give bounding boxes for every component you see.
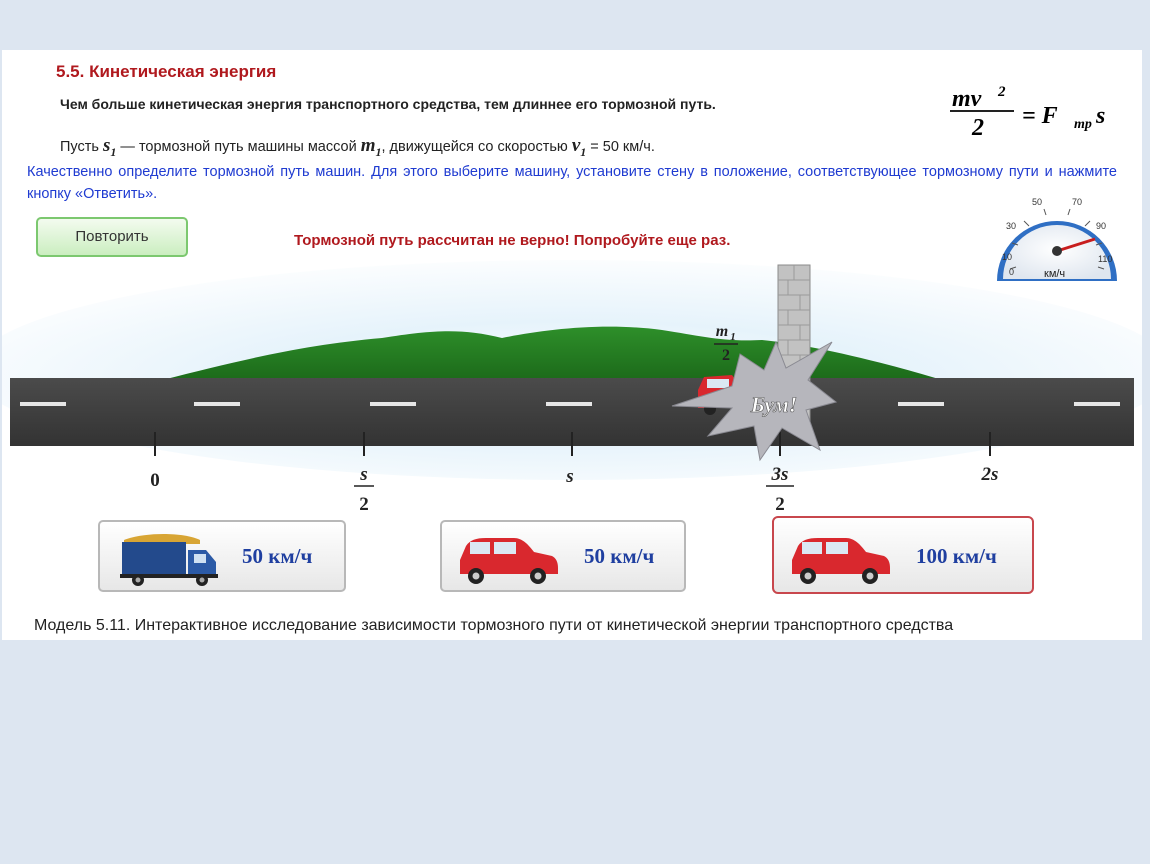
- lead-text: Чем больше кинетическая энергия транспортного средства, тем длиннее его тормозной путь.: [60, 96, 716, 112]
- choice-truck-50[interactable]: [98, 520, 346, 592]
- formula-numerator: mv: [952, 86, 982, 112]
- tick-30: 30: [1006, 221, 1017, 231]
- slide: [2, 50, 1142, 640]
- car-icon: [456, 530, 560, 586]
- road-scene: [2, 260, 1142, 550]
- v1-symbol: $v_1$: [571, 135, 587, 159]
- mass-den: 2: [722, 347, 730, 364]
- choice-car-100[interactable]: [772, 516, 1034, 594]
- figure-caption: Модель 5.11. Интерактивное исследование зависимости тормозного пути от кинетической энергии транспортного средства: [34, 617, 954, 634]
- mass-label: m: [715, 323, 729, 340]
- mark-3s-half-top: 3s: [771, 464, 789, 485]
- result-message: Тормозной путь рассчитан не верно! Попробуйте еще раз.: [294, 232, 731, 249]
- tick-10: 10: [1002, 252, 1013, 262]
- m1-symbol: $m_1$: [360, 135, 382, 159]
- tick-90: 90: [1096, 221, 1107, 231]
- choice-speed-label: 50 км/ч: [242, 544, 313, 568]
- mark-s-half-top: s: [360, 464, 368, 485]
- mark-s-half-bottom: 2: [359, 494, 369, 515]
- task-text: Качественно определите тормозной путь машин. Для этого выберите машину, установите стену в положение, соответствующее тормозному пути и нажмите кнопку «Ответить».: [27, 164, 1117, 202]
- choice-speed-label: 50 км/ч: [584, 544, 655, 568]
- tick-0: 0: [1009, 267, 1015, 277]
- retry-button[interactable]: Повторить: [36, 217, 188, 257]
- boom-text: Бум!: [750, 392, 798, 417]
- kinetic-energy-formula: [942, 68, 1142, 138]
- section-title: 5.5. Кинетическая энергия: [56, 62, 277, 81]
- intro-text: [60, 135, 655, 160]
- tick-70: 70: [1072, 197, 1083, 207]
- formula-denominator: 2: [972, 115, 984, 138]
- tick-110: 110: [1098, 254, 1113, 264]
- mark-0: 0: [150, 470, 160, 491]
- mass-sub: 1: [730, 331, 736, 343]
- s1-symbol: $s_1$: [102, 135, 117, 159]
- intro-part4: = 50 км/ч.: [586, 139, 655, 155]
- intro-part2: — тормозной путь машины массой: [116, 139, 361, 155]
- choice-car-50[interactable]: [440, 520, 686, 592]
- mark-s: s: [566, 466, 574, 487]
- mark-2s: 2s: [981, 464, 999, 485]
- speedometer-unit: км/ч: [1044, 268, 1066, 280]
- truck-icon: [114, 530, 224, 586]
- car-icon: [788, 530, 892, 586]
- formula-rhs: = F: [1022, 103, 1058, 129]
- formula-rhs-var: s: [1096, 103, 1106, 129]
- mark-3s-half-bottom: 2: [775, 494, 785, 515]
- needle-hub: [1052, 246, 1062, 256]
- choice-speed-label: 100 км/ч: [916, 544, 997, 568]
- tick-50: 50: [1032, 197, 1043, 207]
- formula-power: 2: [998, 84, 1006, 100]
- intro-part3: , движущейся со скоростью: [381, 139, 572, 155]
- formula-rhs-sub: тр: [1074, 117, 1092, 132]
- intro-part1: Пусть: [60, 139, 103, 155]
